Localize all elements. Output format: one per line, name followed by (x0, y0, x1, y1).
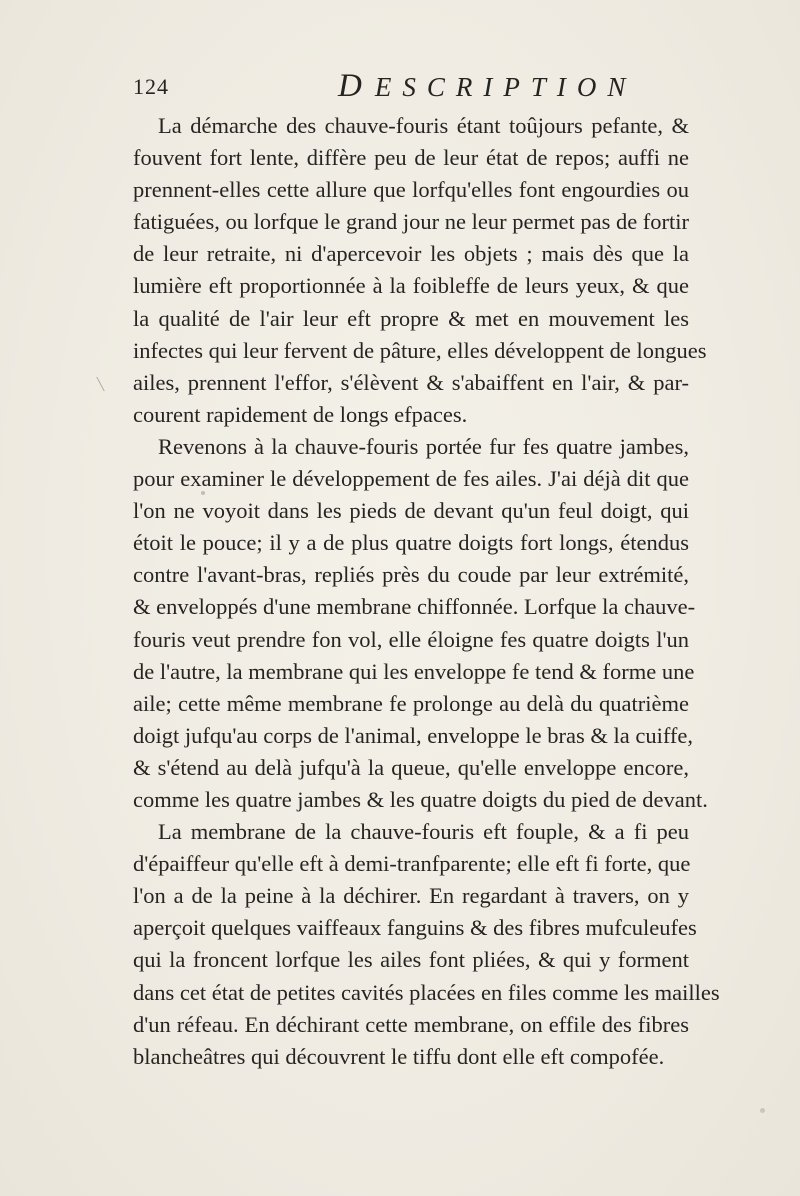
text-line: aperçoit quelques vaiffeaux fanguins & des fibres mufculeufes (133, 915, 697, 941)
running-title (338, 68, 636, 105)
text-line: La membrane de la chauve-fouris eft fouple, & a fi peu (158, 819, 689, 845)
text-line: l'on a de la peine à la déchirer. En regardant à travers, on y (133, 883, 689, 909)
text-line: infectes qui leur fervent de pâture, elles développent de longues (133, 337, 707, 363)
text-line: courent rapidement de longs efpaces. (133, 401, 468, 427)
text-line: fatiguées, ou lorfque le grand jour ne leur permet pas de fortir (133, 209, 690, 235)
text-line: de l'autre, la membrane qui les enveloppe fe tend & forme une (133, 658, 695, 684)
text-line: La démarche des chauve-fouris étant toûjours pefante, & (158, 113, 689, 138)
text-line: qui la froncent lorfque les ailes font pliées, & qui y forment (133, 947, 689, 973)
text-line: de leur retraite, ni d'apercevoir les objets ; mais dès que la (133, 241, 689, 267)
text-line: blancheâtres qui découvrent le tiffu dont elle eft compofée. (133, 1043, 665, 1069)
text-line: d'un réfeau. En déchirant cette membrane, on effile des fibres (133, 1011, 689, 1037)
text-line: comme les quatre jambes & les quatre doigts du pied de devant. (133, 786, 708, 812)
text-line: lumière eft proportionnée à la foibleffe de leurs yeux, & que (133, 273, 689, 299)
text-line: dans cet état de petites cavités placées en files comme les mailles (133, 979, 720, 1005)
running-title-rest: ESCRIPTION (374, 72, 637, 102)
text-line: fouris veut prendre fon vol, elle éloigne fes quatre doigts l'un (133, 626, 689, 652)
text-line: la qualité de l'air leur eft propre & met en mouvement les (133, 305, 689, 331)
text-line: ailes, prennent l'effor, s'élèvent & s'abaiffent en l'air, & par- (133, 369, 689, 395)
page-number: 124 (133, 74, 169, 99)
running-title-initial: D (338, 68, 375, 104)
text-line: & s'étend au delà jufqu'à la queue, qu'elle enveloppe encore, (133, 754, 689, 780)
text-line: prennent-elles cette allure que lorfqu'elles font engourdies ou (133, 177, 689, 203)
text-line: l'on ne voyoit dans les pieds de devant qu'un feul doigt, qui (133, 498, 689, 524)
text-line: contre l'avant-bras, repliés près du coude par leur extrémité, (133, 562, 689, 588)
page-header (133, 68, 693, 108)
margin-mark (87, 377, 104, 391)
body-text (133, 110, 720, 1073)
text-line: Revenons à la chauve-fouris portée fur fes quatre jambes, (158, 433, 689, 459)
text-line: pour examiner le développement de fes ailes. J'ai déjà dit que (133, 466, 689, 492)
text-line: fouvent fort lente, diffère peu de leur état de repos; auffi ne (133, 145, 689, 171)
text-line: aile; cette même membrane fe prolonge au delà du quatrième (133, 690, 689, 716)
text-line: doigt jufqu'au corps de l'animal, enveloppe le bras & la cuiffe, (133, 722, 694, 748)
paper-speck (760, 1108, 765, 1113)
text-line: étoit le pouce; il y a de plus quatre doigts fort longs, étendus (133, 530, 689, 556)
text-line: d'épaiffeur qu'elle eft à demi-tranfparente; elle eft fi forte, que (133, 851, 691, 877)
text-line: & enveloppés d'une membrane chiffonnée. Lorfque la chauve- (133, 594, 696, 620)
